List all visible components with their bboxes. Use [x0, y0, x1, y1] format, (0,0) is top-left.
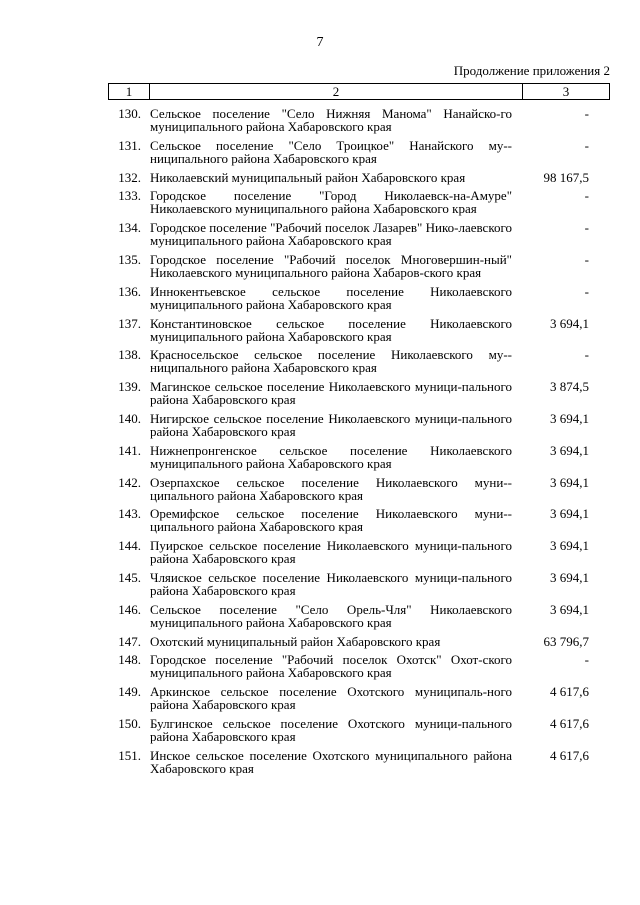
- table-row: [108, 476, 610, 502]
- row-value: 3 694,1: [550, 538, 589, 554]
- row-number: 135.: [118, 251, 141, 267]
- row-value: -: [584, 283, 589, 299]
- row-value: -: [584, 251, 589, 267]
- row-value: 3 694,1: [550, 410, 589, 426]
- table-row: [108, 603, 610, 629]
- table-row: [108, 507, 610, 533]
- row-number: 131.: [118, 137, 141, 153]
- row-name: Иннокентьевское сельское поселение Николаевского муниципального района Хабаровского края: [150, 283, 512, 312]
- row-name: Аркинское сельское поселение Охотского муниципаль-ного района Хабаровского края: [150, 684, 512, 713]
- table-body: [108, 107, 610, 781]
- row-number: 130.: [118, 106, 141, 121]
- table-row: [108, 444, 610, 470]
- table-row: [108, 139, 610, 165]
- table-row: [108, 221, 610, 247]
- row-value: 3 694,1: [550, 506, 589, 522]
- appendix-continuation-label: Продолжение приложения 2: [453, 63, 610, 78]
- table-row: [108, 189, 610, 215]
- row-number: 148.: [118, 652, 141, 668]
- row-value: -: [584, 347, 589, 363]
- row-name: Оремифское сельское поселение Николаевского муни-ципального района Хабаровского края: [150, 506, 512, 535]
- row-number: 143.: [118, 506, 141, 522]
- row-number: 151.: [118, 747, 141, 763]
- row-value: 3 874,5: [550, 379, 589, 395]
- row-number: 142.: [118, 474, 141, 490]
- row-value: -: [584, 137, 589, 153]
- page-number: 7: [316, 35, 324, 50]
- table-row: [108, 685, 610, 711]
- table-row: [108, 571, 610, 597]
- table-row: [108, 107, 610, 133]
- row-name: Булгинское сельское поселение Охотского муници-пального района Хабаровского края: [150, 715, 512, 744]
- row-number: 136.: [118, 283, 141, 299]
- row-name: Пуирское сельское поселение Николаевского муници-пального района Хабаровского края: [150, 538, 512, 567]
- row-value: 3 694,1: [550, 601, 589, 617]
- row-value: 3 694,1: [550, 569, 589, 585]
- row-value: 3 694,1: [550, 315, 589, 331]
- row-number: 132.: [118, 169, 141, 185]
- row-name: Сельское поселение "Село Орель-Чля" Николаевского муниципального района Хабаровского края: [150, 601, 512, 630]
- row-name: Городское поселение "Город Николаевск-на-Амуре" Николаевского муниципального района Хабаровского края: [150, 188, 512, 217]
- row-value: 3 694,1: [550, 474, 589, 490]
- table-row: [108, 653, 610, 679]
- row-value: -: [584, 106, 589, 121]
- row-number: 144.: [118, 538, 141, 554]
- table-header: [108, 83, 610, 100]
- table-row: [108, 749, 610, 775]
- row-name: Николаевский муниципальный район Хабаровского края: [150, 169, 466, 185]
- row-name: Городское поселение "Рабочий поселок Охотск" Охот-ского муниципального района Хабаровского края: [150, 652, 512, 681]
- row-name: Охотский муниципальный район Хабаровского края: [150, 633, 441, 649]
- header-col-3: 3: [523, 84, 610, 100]
- row-value: 4 617,6: [550, 715, 589, 731]
- row-number: 145.: [118, 569, 141, 585]
- row-number: 149.: [118, 684, 141, 700]
- row-value: -: [584, 220, 589, 236]
- row-value: 4 617,6: [550, 684, 589, 700]
- row-name: Озерпахское сельское поселение Николаевского муни-ципального района Хабаровского края: [150, 474, 512, 503]
- table-row: [108, 539, 610, 565]
- table-row: [108, 380, 610, 406]
- row-value: 4 617,6: [550, 747, 589, 763]
- row-number: 139.: [118, 379, 141, 395]
- row-name: Нижнепронгенское сельское поселение Николаевского муниципального района Хабаровского края: [150, 442, 512, 471]
- row-number: 141.: [118, 442, 141, 458]
- row-name: Городское поселение "Рабочий поселок Многовершин-ный" Николаевского муниципального района Хабаров-ского края: [150, 251, 512, 280]
- header-col-1: 1: [109, 84, 150, 100]
- row-name: Сельское поселение "Село Нижняя Манома" Нанайско-го муниципального района Хабаровского края: [150, 106, 512, 134]
- table-row: [108, 317, 610, 343]
- row-number: 147.: [118, 633, 141, 649]
- table-row: [108, 171, 610, 184]
- row-number: 150.: [118, 715, 141, 731]
- table-row: [108, 253, 610, 279]
- row-name: Красносельское сельское поселение Николаевского му-ниципального района Хабаровского края: [150, 347, 512, 376]
- row-name: Чляиское сельское поселение Николаевского муници-пального района Хабаровского края: [150, 569, 512, 598]
- row-value: 98 167,5: [543, 169, 589, 185]
- row-name: Городское поселение "Рабочий поселок Лазарев" Нико-лаевского муниципального района Хабаровского края: [150, 220, 512, 249]
- row-name: Магинское сельское поселение Николаевского муници-пального района Хабаровского края: [150, 379, 512, 408]
- header-col-2: 2: [150, 84, 523, 100]
- row-number: 138.: [118, 347, 141, 363]
- row-value: -: [584, 652, 589, 668]
- row-number: 146.: [118, 601, 141, 617]
- row-number: 137.: [118, 315, 141, 331]
- row-value: -: [584, 188, 589, 204]
- row-name: Нигирское сельское поселение Николаевского муници-пального района Хабаровского края: [150, 410, 512, 439]
- table-row: [108, 717, 610, 743]
- row-number: 133.: [118, 188, 141, 204]
- table-row: [108, 635, 610, 648]
- row-value: 63 796,7: [543, 633, 589, 649]
- row-number: 140.: [118, 410, 141, 426]
- row-name: Инское сельское поселение Охотского муниципального района Хабаровского края: [150, 747, 512, 776]
- row-name: Константиновское сельское поселение Николаевского муниципального района Хабаровского края: [150, 315, 512, 344]
- row-name: Сельское поселение "Село Троицкое" Нанайского му-ниципального района Хабаровского края: [150, 137, 512, 166]
- table-row: [108, 285, 610, 311]
- row-value: 3 694,1: [550, 442, 589, 458]
- row-number: 134.: [118, 220, 141, 236]
- table-row: [108, 348, 610, 374]
- table-row: [108, 412, 610, 438]
